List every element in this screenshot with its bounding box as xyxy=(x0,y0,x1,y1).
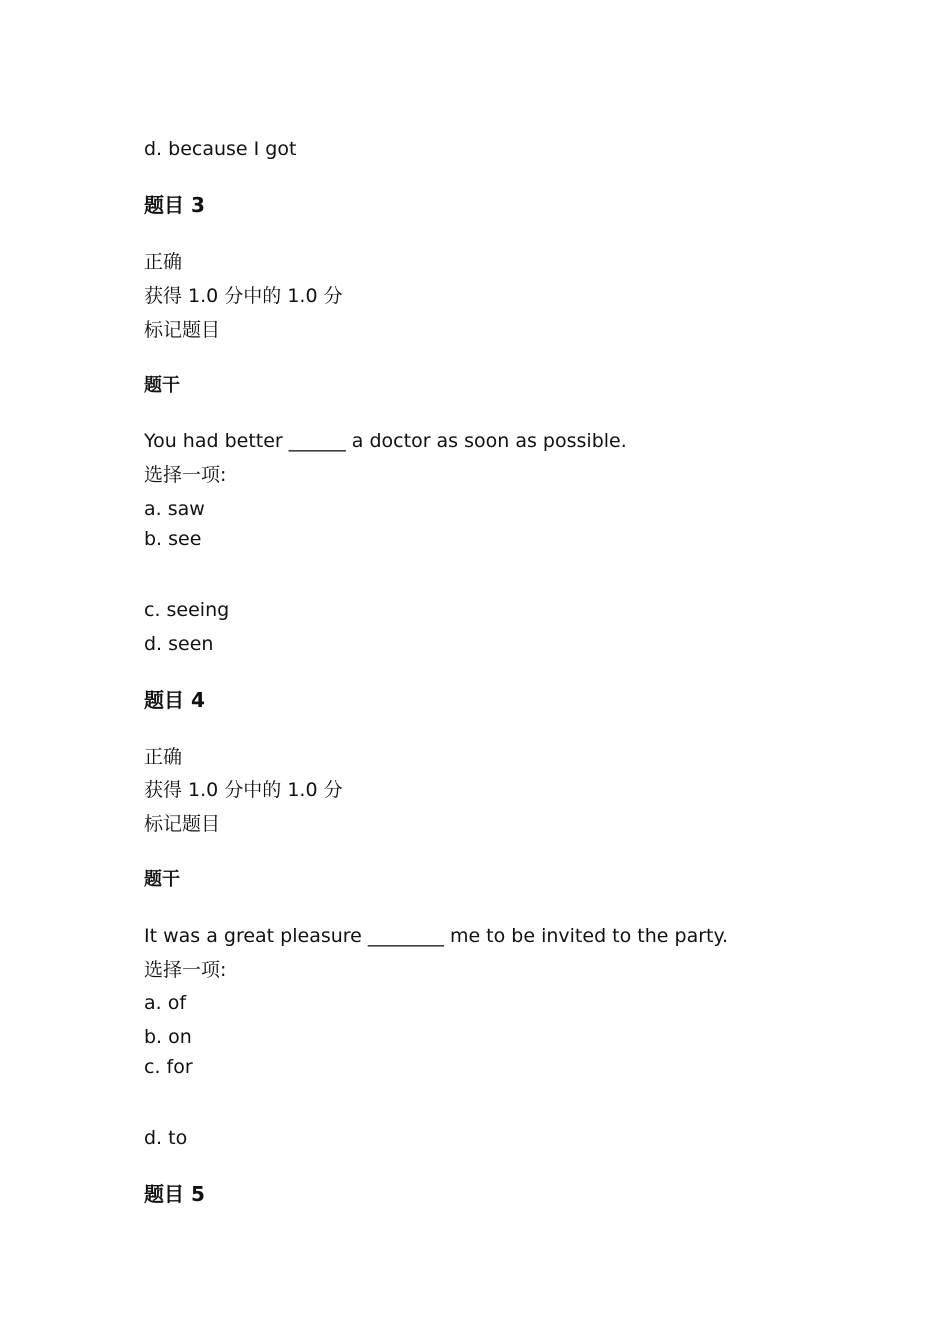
q4-option-d[interactable]: d. to xyxy=(144,1127,188,1149)
q4-score: 获得 1.0 分中的 1.0 分 xyxy=(144,779,343,801)
q3-question-text: You had better ______ a doctor as soon as possible. xyxy=(144,430,627,452)
q4-question-text: It was a great pleasure ________ me to be invited to the party. xyxy=(144,925,729,947)
q4-option-b[interactable]: b. on xyxy=(144,1026,192,1048)
q5-title: 题目 5 xyxy=(144,1182,205,1206)
q4-option-a[interactable]: a. of xyxy=(144,992,187,1014)
q3-option-c[interactable]: c. seeing xyxy=(144,599,230,621)
q3-score: 获得 1.0 分中的 1.0 分 xyxy=(144,285,343,307)
q3-status: 正确 xyxy=(144,251,183,273)
q4-status: 正确 xyxy=(144,746,183,768)
q3-option-d[interactable]: d. seen xyxy=(144,633,214,655)
q4-flag-link[interactable]: 标记题目 xyxy=(144,813,221,835)
q3-title: 题目 3 xyxy=(144,193,205,217)
q3-option-a[interactable]: a. saw xyxy=(144,498,205,520)
q4-title: 题目 4 xyxy=(144,688,205,712)
q2-option-d[interactable]: d. because I got xyxy=(144,138,297,160)
q4-stem-label: 题干 xyxy=(144,869,180,890)
q3-stem-label: 题干 xyxy=(144,375,180,396)
q3-choose-prompt: 选择一项: xyxy=(144,464,227,486)
q4-option-c[interactable]: c. for xyxy=(144,1056,193,1078)
q4-choose-prompt: 选择一项: xyxy=(144,959,227,981)
q3-flag-link[interactable]: 标记题目 xyxy=(144,319,221,341)
q3-option-b[interactable]: b. see xyxy=(144,528,202,550)
